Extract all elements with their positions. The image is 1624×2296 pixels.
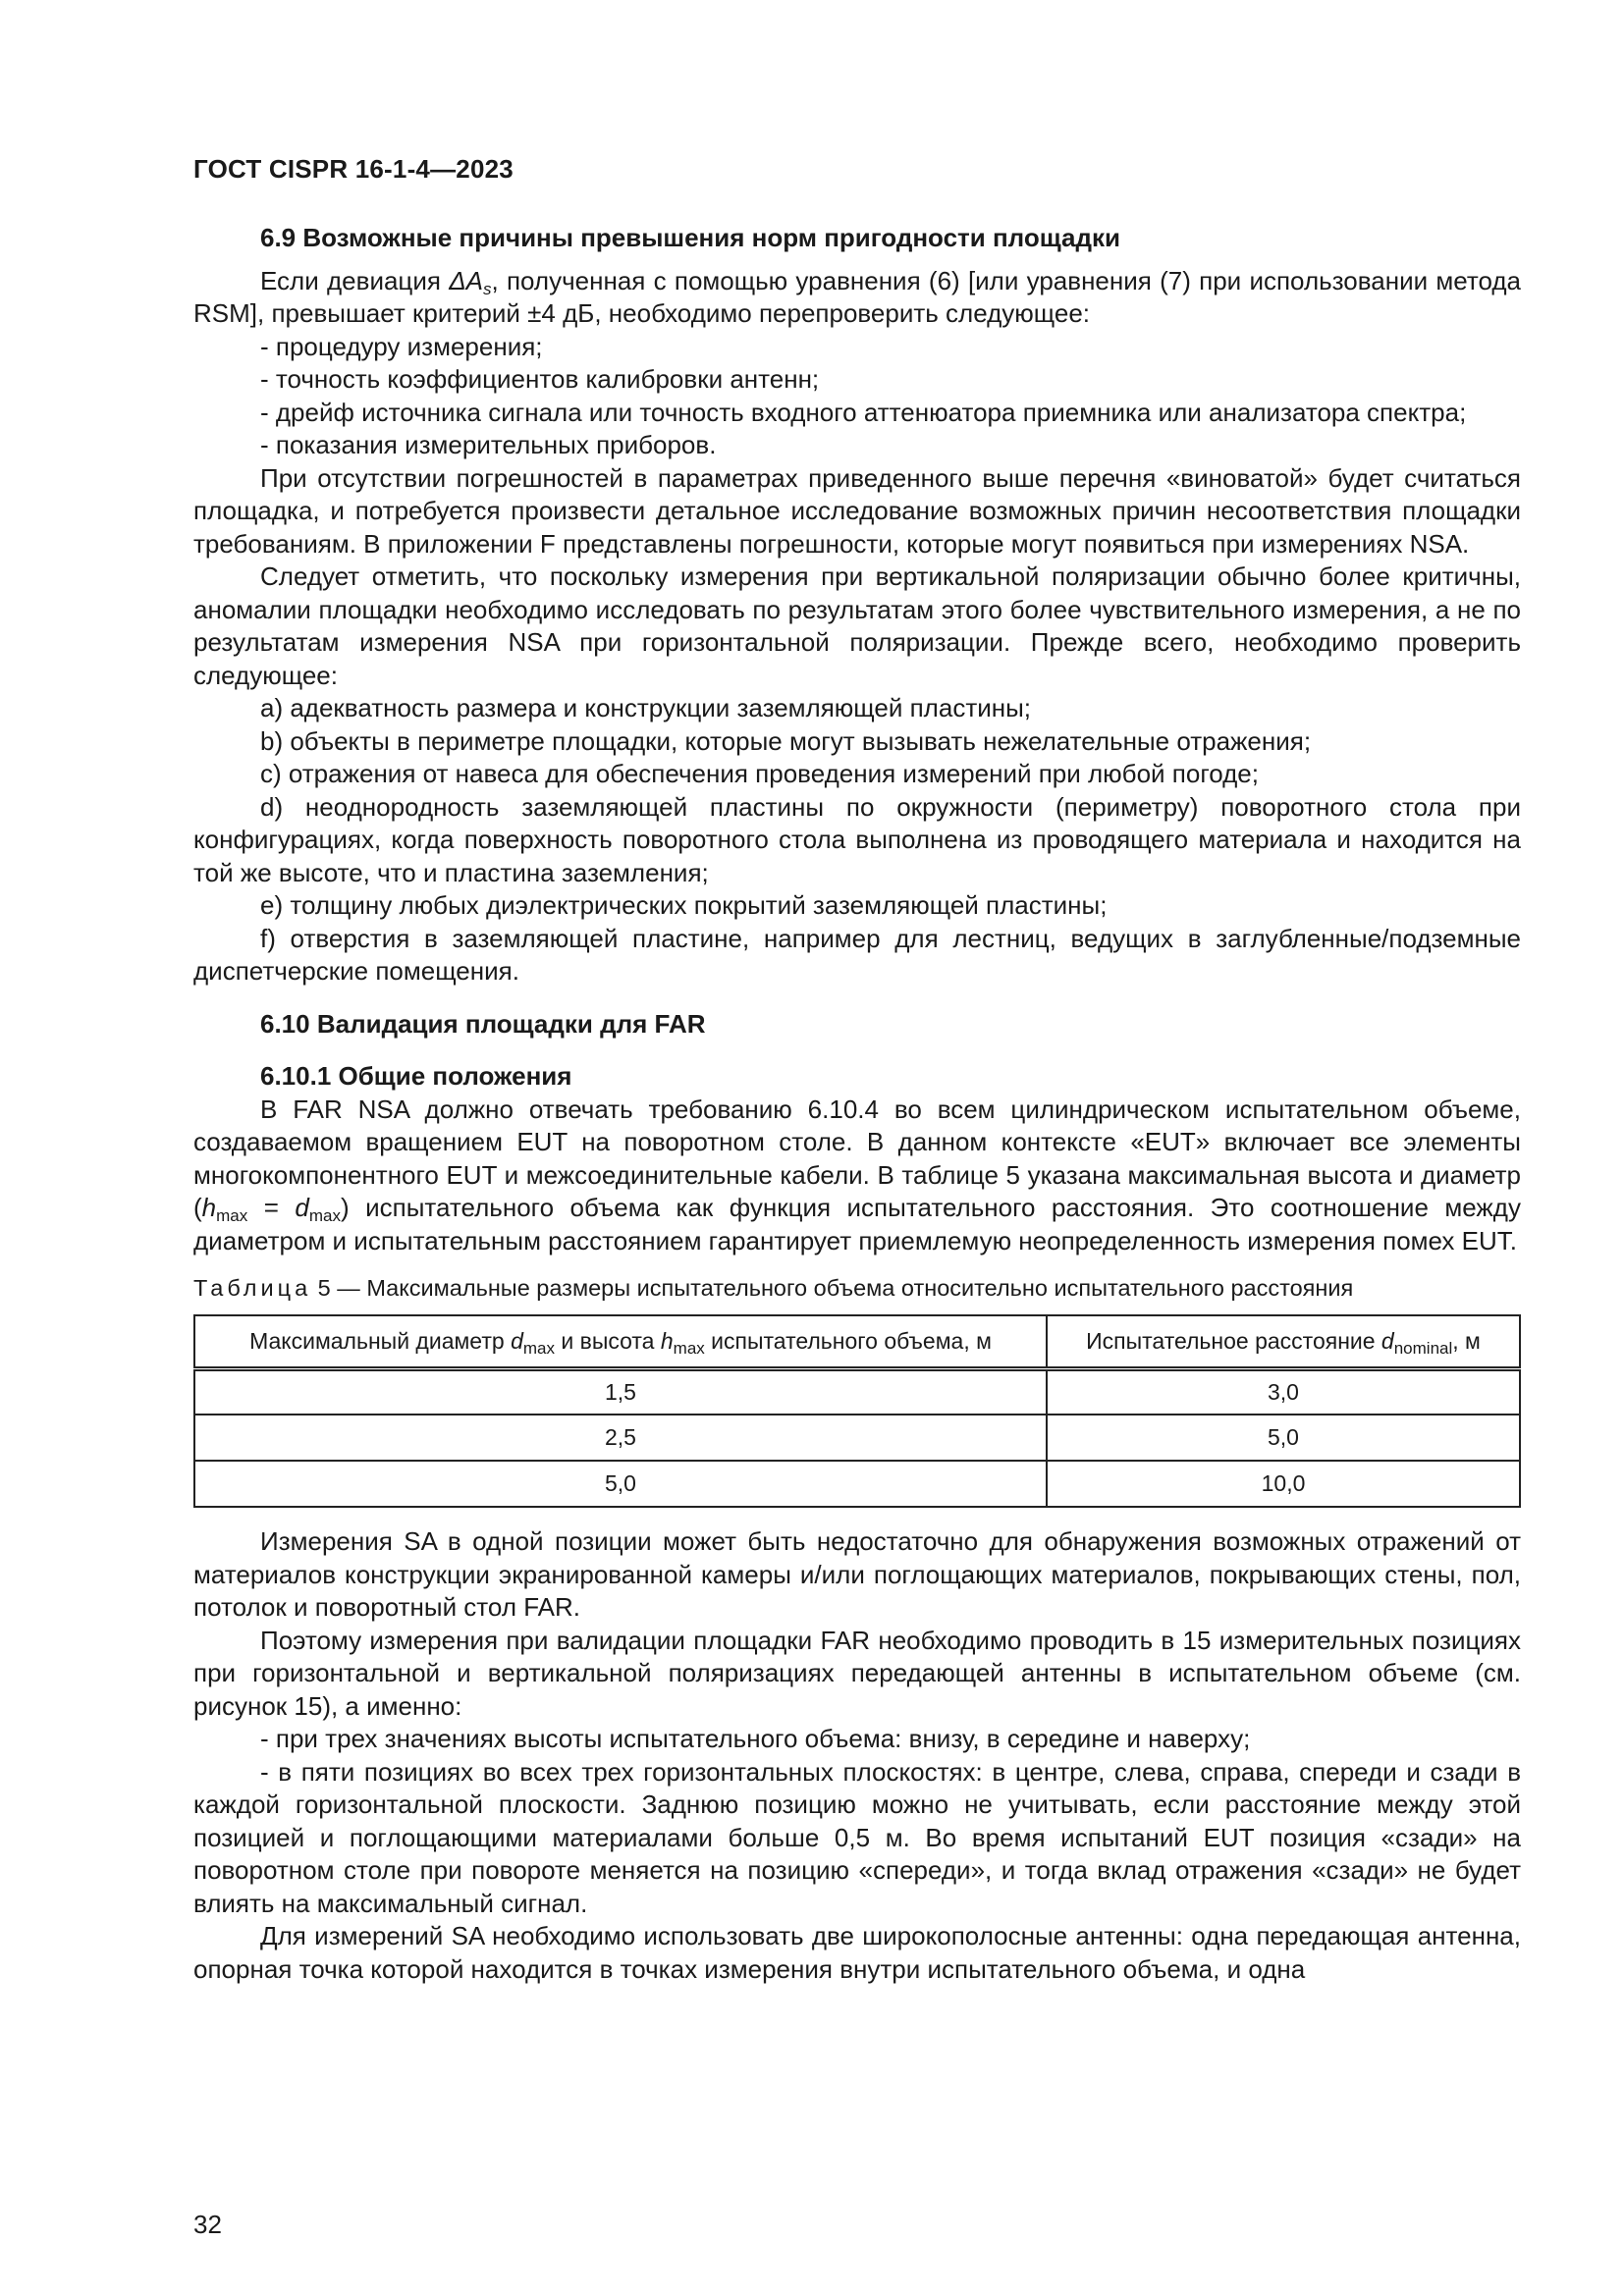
document-header: ГОСТ CISPR 16-1-4—2023 [193, 154, 514, 184]
cell-diameter: 5,0 [194, 1461, 1047, 1507]
cell-distance: 10,0 [1047, 1461, 1520, 1507]
delta-a-symbol: ΔA [449, 265, 483, 295]
list-item: - дрейф источника сигнала или точность входного аттенюатора приемника или анализатора спектра; [260, 397, 1467, 427]
table-row [194, 1415, 1520, 1461]
header-text: Максимальный диаметр [249, 1327, 512, 1354]
subscript-s: s [482, 279, 492, 298]
table-caption-text: 5 — Максимальные размеры испытательного объема относительно испытательного расстояния [311, 1275, 1354, 1301]
list-item: a) адекватность размера и конструкции заземляющей пластины; [260, 693, 1032, 722]
section-6-10-1-title: 6.10.1 Общие положения [260, 1061, 572, 1091]
h-symbol: h [660, 1327, 674, 1354]
table-caption-label: Таблица [193, 1275, 312, 1301]
paragraph: Для измерений SA необходимо использовать две широкополосные антенны: одна передающая антенна, опорная точка которой находится в точках измерения внутри испытательного объема, и одна [193, 1921, 1521, 1984]
list-item: b) объекты в периметре площадки, которые могут вызывать нежелательные отражения; [260, 725, 1312, 756]
section-6-10-title: 6.10 Валидация площадки для FAR [260, 1008, 706, 1039]
list-item: c) отражения от навеса для обеспечения проведения измерений при любой погоде; [260, 759, 1259, 788]
dimensions-table [193, 1314, 1521, 1508]
header-text: испытательного объема, м [704, 1327, 992, 1354]
paragraph: Поэтому измерения при валидации площадки FAR необходимо проводить в 15 измерительных позициях при горизонтальной и вертикальной поляризациях передающей антенны в испытательном объеме (см. рисунок 15), а именно: [193, 1625, 1521, 1721]
column-header-distance [1047, 1315, 1520, 1368]
header-text: Испытательное расстояние [1086, 1327, 1381, 1354]
d-symbol: d [511, 1327, 523, 1354]
cell-distance: 5,0 [1047, 1415, 1520, 1461]
column-header-diameter [194, 1315, 1047, 1368]
d-symbol: d [295, 1193, 309, 1222]
cell-distance: 3,0 [1047, 1368, 1520, 1415]
header-text: и высота [554, 1327, 661, 1354]
text-fragment: ) испытательного объема как функция испытательного расстояния. Это соотношение между диаметром и испытательным расстоянием гарантирует приемлемую неопределенность измерения помех EUT. [193, 1193, 1521, 1255]
table-caption [193, 1273, 1521, 1303]
d-symbol: d [1380, 1327, 1394, 1354]
document-body [193, 222, 1521, 1986]
list-item: - точность коэффициентов калибровки антенн; [260, 364, 820, 394]
text-fragment: , полученная с помощью уравнения (6) [или уравнения (7) при использовании метода RSM], превышает критерий ±4 дБ, необходимо перепроверить следующее: [193, 265, 1521, 328]
cell-diameter: 2,5 [194, 1415, 1047, 1461]
list-item: - процедуру измерения; [260, 331, 543, 361]
text-fragment: В FAR NSA должно отвечать требованию 6.10.4 во всем цилиндрическом испытательном объеме, создаваемом вращением EUT на поворотном столе. В данном контексте «EUT» включает все элементы многокомпонентного EUT и межсоединительные кабели. В таблице 5 указана максимальная высота и диаметр ( [193, 1094, 1521, 1222]
paragraph: При отсутствии погрешностей в параметрах приведенного выше перечня «виноватой» будет считаться площадка, и потребуется произвести детальное исследование возможных причин несоответствия площадки требованиям. В приложении F представлены погрешности, которые могут появиться при измерениях NSA. [193, 462, 1521, 559]
page-number: 32 [193, 2210, 222, 2239]
text-fragment: Если девиация [260, 265, 450, 295]
section-6-9-title: 6.9 Возможные причины превышения норм пригодности площадки [260, 223, 1120, 252]
subscript-nominal: nominal [1393, 1338, 1453, 1358]
equals-sign: = [247, 1193, 296, 1222]
subscript-max: max [522, 1338, 555, 1358]
list-item: - показания измерительных приборов. [260, 430, 717, 459]
header-text: , м [1452, 1327, 1481, 1354]
cell-diameter: 1,5 [194, 1368, 1047, 1415]
list-item: - при трех значениях высоты испытательного объема: внизу, в середине и наверху; [260, 1724, 1251, 1753]
paragraph [193, 265, 1521, 331]
paragraph: Измерения SA в одной позиции может быть недостаточно для обнаружения возможных отражений от материалов конструкции экранированной камеры и/или поглощающих материалов, покрывающих стены, пол, потолок и поворотный стол FAR. [193, 1526, 1521, 1622]
list-item: e) толщину любых диэлектрических покрытий заземляющей пластины; [260, 890, 1108, 920]
table-header-row [194, 1315, 1520, 1368]
list-item: d) неоднородность заземляющей пластины по окружности (периметру) поворотного стола при конфигурациях, когда поверхность поворотного стола выполнена из проводящего материала и находится на той же высоте, что и пластина заземления; [193, 791, 1521, 887]
subscript-max: max [673, 1338, 705, 1358]
h-symbol: h [201, 1193, 217, 1222]
paragraph [193, 1094, 1521, 1258]
table-row [194, 1368, 1520, 1415]
list-item: - в пяти позициях во всех трех горизонтальных плоскостях: в центре, слева, справа, спереди и сзади в каждой горизонтальной плоскости. Заднюю позицию можно не учитывать, если расстояние между этой позицией и поглощающими материалами больше 0,5 м. Во время испытаний EUT позиция «сзади» на поворотном столе при повороте меняется на позицию «спереди», и тогда вклад отражения «сзади» не будет влиять на максимальный сигнал. [193, 1756, 1521, 1918]
subscript-max: max [216, 1206, 248, 1225]
list-item: f) отверстия в заземляющей пластине, например для лестниц, ведущих в заглубленные/подземные диспетчерские помещения. [193, 923, 1521, 986]
table-row [194, 1461, 1520, 1507]
subscript-max: max [308, 1206, 341, 1225]
paragraph: Следует отметить, что поскольку измерения при вертикальной поляризации обычно более критичны, аномалии площадки необходимо исследовать по результатам этого более чувствительного измерения, а не по результатам измерения NSA при горизонтальной поляризации. Прежде всего, необходимо проверить следующее: [193, 561, 1521, 690]
